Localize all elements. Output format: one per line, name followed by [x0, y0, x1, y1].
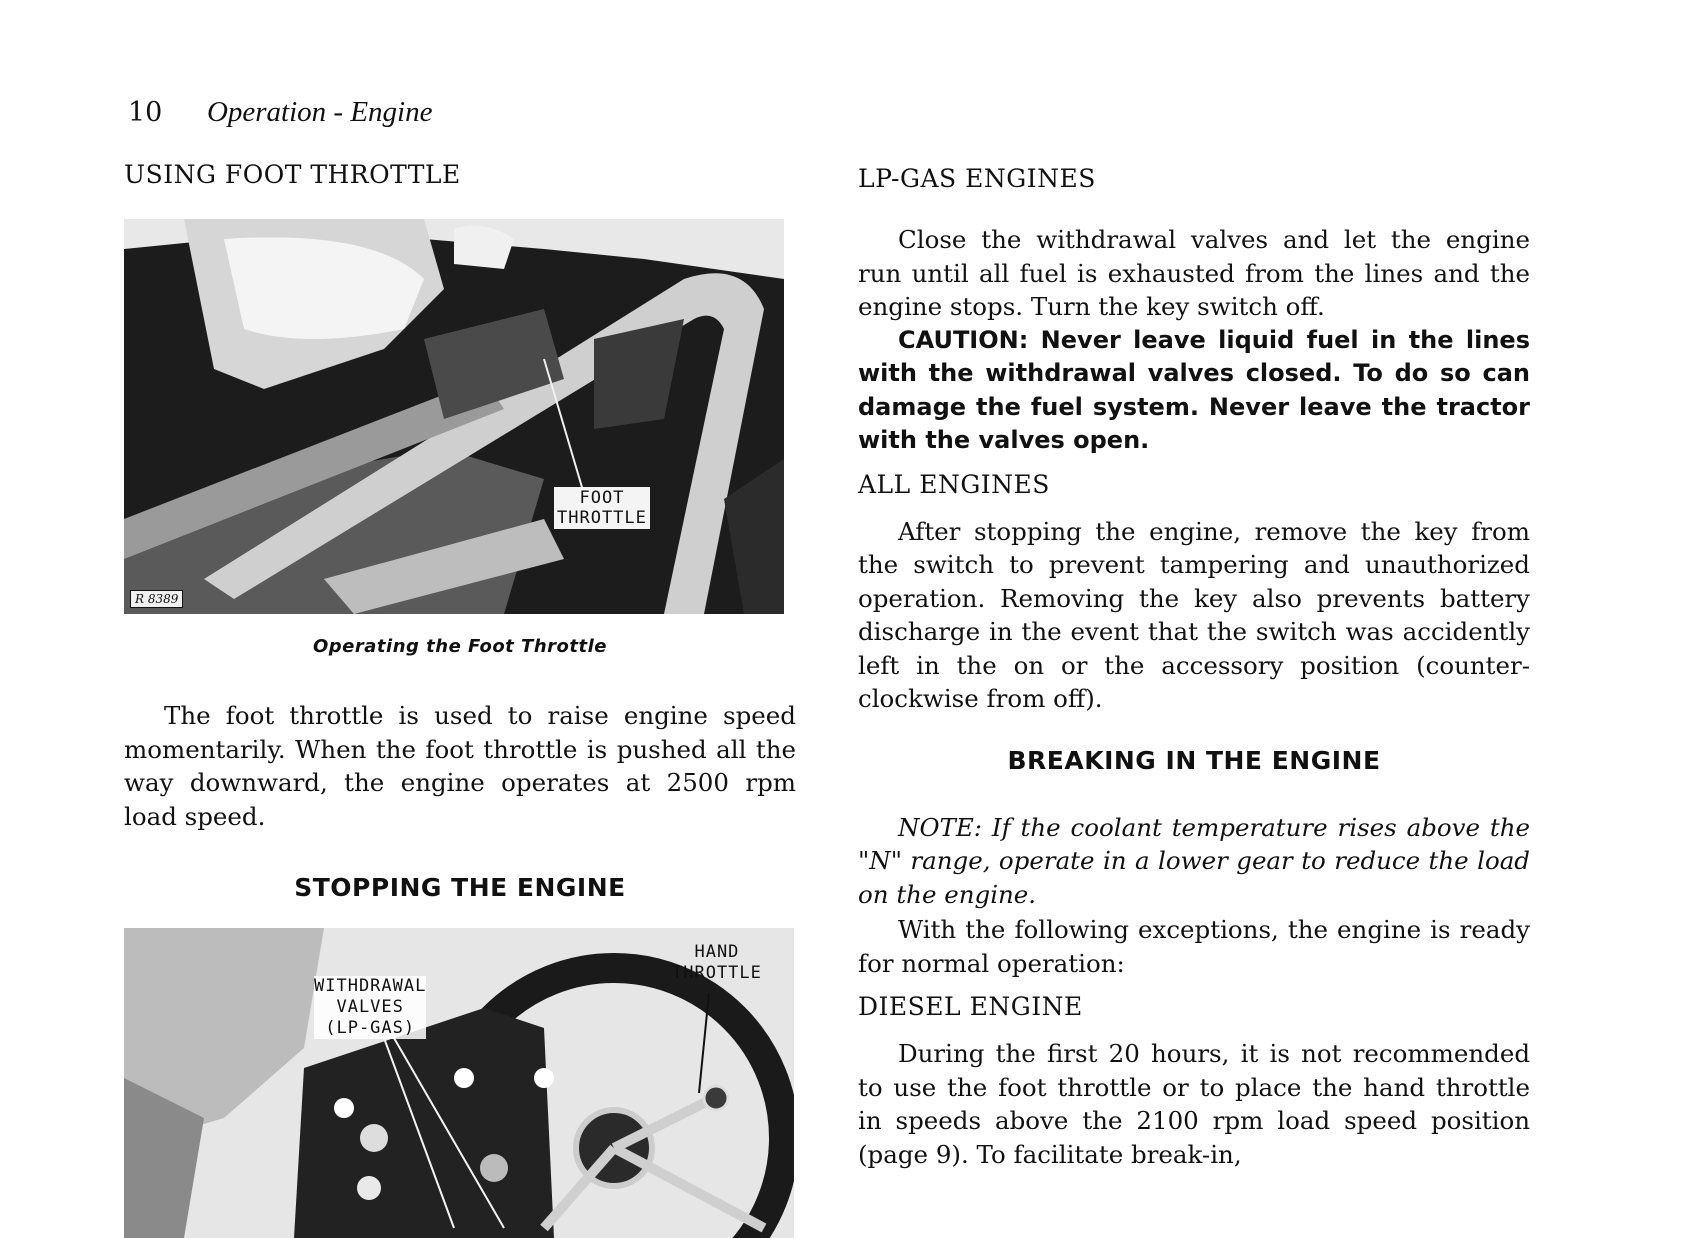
figure-caption: Operating the Foot Throttle: [313, 636, 607, 657]
lp-gas-paragraph: Close the withdrawal valves and let the engine run until all fuel is exhausted from the lines and the engine stops. Turn the key switch off.: [858, 225, 1530, 321]
note-paragraph: NOTE: If the coolant temperature rises above the "N" range, operate in a lower gear to reduce the load on the engine.: [858, 812, 1530, 909]
all-engines-paragraph: After stopping the engine, remove the key from the switch to prevent tampering and unauthorized operation. Removing the key also prevents battery discharge in the event that the switch was accidently left in the on or the accessory position (counter-clockwise from off).: [858, 516, 1530, 713]
foot-throttle-label-line1: FOOT: [579, 488, 625, 508]
right-column: [858, 160, 1530, 1171]
hand-throttle-label-line1: HAND: [694, 942, 740, 962]
left-column: [124, 160, 796, 1238]
foot-throttle-photo: [124, 219, 784, 614]
withdrawal-valves-label: [314, 976, 426, 1039]
section-title: Operation - Engine: [206, 96, 433, 128]
foot-throttle-illustration: [124, 219, 784, 614]
stopping-engine-photo: [124, 928, 794, 1238]
heading-using-foot-throttle: USING FOOT THROTTLE: [124, 160, 461, 189]
foot-throttle-label: [554, 487, 650, 529]
hand-throttle-label: [672, 942, 762, 984]
foot-throttle-label-line2: THROTTLE: [557, 508, 647, 528]
exceptions-paragraph: With the following exceptions, the engine is ready for normal operation:: [858, 915, 1530, 978]
page-number: 10: [128, 97, 163, 128]
heading-lp-gas-engines: LP-GAS ENGINES: [858, 164, 1096, 193]
hand-throttle-label-line2: THROTTLE: [672, 963, 762, 983]
withdrawal-label-line3: (LP-GAS): [325, 1018, 416, 1038]
foot-throttle-paragraph: The foot throttle is used to raise engine speed momentarily. When the foot throttle is pushed all the way downward, the engine operates at 2500 rpm load speed.: [124, 701, 796, 831]
heading-breaking-in: BREAKING IN THE ENGINE: [1007, 745, 1381, 775]
photo-id: R 8389: [130, 590, 183, 608]
heading-all-engines: ALL ENGINES: [858, 469, 1050, 499]
caution-paragraph: CAUTION: Never leave liquid fuel in the lines with the withdrawal valves closed. To do so can damage the fuel system. Never leave the tractor with the valves open.: [858, 325, 1530, 454]
diesel-paragraph: During the first 20 hours, it is not recommended to use the foot throttle or to place the hand throttle in speeds above the 2100 rpm load speed position (page 9). To facilitate break-in,: [858, 1039, 1530, 1169]
heading-stopping-the-engine: STOPPING THE ENGINE: [294, 873, 626, 902]
page-header: [128, 96, 432, 129]
withdrawal-label-line1: WITHDRAWAL: [314, 976, 427, 996]
withdrawal-label-line2: VALVES: [336, 997, 404, 1017]
heading-diesel-engine: DIESEL ENGINE: [858, 992, 1083, 1021]
